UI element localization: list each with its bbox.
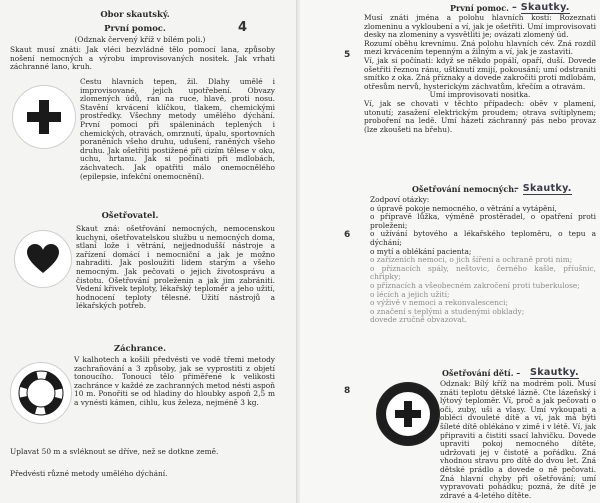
first-aid-paragraph-2: Cestu hlavních tepen, žil. Dlahy umělé i improvisované, jejich upotřebení. Obvazy zlomených údů, ran na ruce, hlavě, proti nosu. Stavění krvácení klíčkou, tlakem, chemickými prostředky. Všechny metody umělého dýchání. První pomoci při spáleninách teplených i chemických, otravách, omrznutí, úpalu, sportovních poraněních všeho druhu, udušení, raněných všeho druhu. Jak ošetřiti postižené při cizím tělese v oku, uchu, hrtanu. Jak si počínati při mdlobách, záchvatech. Jak opatřiti málo onemocnělého (epilepsie, infekční onemocnění). <box>80 77 275 181</box>
page-number: 4 <box>238 20 248 35</box>
sick-care-list: Zodpoví otázky: o úpravě pokoje nemocného, o větrání a vytápění, o přípravě lůžka, výměně prostěradel, o opatření proti proleženi; o užívání bytového a lékařského teploměru, o tepu a dýchání; o mytí a oblékání pacienta; o zařízeních nemoci, o jich šíření a ochraně proti nim; o příznacích spály, neštovic, černého kašle, příušnic, chřipky; o příznacích a všeobecném zakročení proti tuberkulose; o lécích a jejich užití; o výživě v nemoci a rekonvalescenci; o značení s teplými a studenými obklady; dovede zručně obvazovat. <box>370 195 596 325</box>
red-cross-emblem <box>12 85 76 149</box>
section-header: Obor skautský. <box>100 9 170 19</box>
rescue-paragraph-1: V kalhotech a košili předvésti ve vodě třemi metody zachraňování a 3 způsoby, jak se vyprostiti z objetí tonoucího. Tonoucí tělo přiměřené k velikosti zachránce v každé ze zachranných metod nésti aspoň 10 m. Ponořiti se od hladiny do hloubky aspoň 2,5 m a vynésti kámen, cihlu, kus železa, nejméně 3 kg. <box>74 355 275 407</box>
lifebuoy-emblem <box>10 362 72 424</box>
lifebuoy-icon <box>19 371 63 415</box>
cross-icon <box>393 399 423 429</box>
badge-note: (Odznak červený kříž v bílém poli.) <box>74 35 206 44</box>
first-aid-paragraph-1: Skaut musí znáti: Jak vléci bezvládné tělo pomocí lana, způsoby nošení nemocných a výrobu improvisovaných nositek. Jak vrhati záchranné lano, kruh. <box>10 45 275 72</box>
nurse-paragraph: Skaut zná: ošetřování nemocných, nemocenskou kuchyni, ošetřovatelskou službu u nemocných doma, stlaní lože i větrání, nejjednodušší nástroje a zařízení domácí i nemocniční a jak je možno nahraditi. Jak posloužiti lidem starým a všeho nemocným. Jak pečovati o jejich životosprávu a čistotu. Ošetřování proleženin a jak jim zabrániti. Vedení křivek teploty, lékařský teploměr a jeho užití, hodnocení teploty tělesné. Užití nástrojů a lékařských potřeb. <box>76 224 275 311</box>
margin-number-5: 5 <box>344 50 351 60</box>
rescue-paragraph-2: Uplavat 50 m a svléknout se dříve, než se dotkne země. <box>10 447 219 456</box>
handwritten-label-3: Skautky. <box>530 367 579 378</box>
handwritten-label-2: – Skautky. <box>514 183 572 194</box>
first-aid-title: První pomoc. <box>104 23 166 33</box>
first-aid-girls-title: První pomoc. <box>450 3 509 13</box>
rescue-paragraph-3: Předvésti různé metody umělého dýchání. <box>10 469 168 478</box>
white-cross-emblem <box>376 382 440 446</box>
handwritten-label-1: – Skautky. <box>512 2 570 13</box>
margin-number-8: 8 <box>344 386 351 396</box>
first-aid-girls-text: Musí znáti jména a polohu hlavních kostí: Rozeznati zlomeninu a vykloubení a ví, jak je ošetřiti. Umí improvisovati desky na zlomeniny a vysvětliti je; ovázati zlomený úd. Rozumí oběhu krevnímu. Zná polohu hlavních cév. Zná rozdíl mezi krvácením tepenným a žilným a ví, jak je zastaviti. Ví, jak si počínati: když se někdo popálí, opaří, duší. Dovede ošetřiti řeznou ránu, uštknutí zmijí, pokousání; umí odstraniti smítko z oka. Zná příznaky a dovede zakročiti proti mdlobám, otřesům nervů, hysterickým záchvatům, křečím a otravám. Umí improvisovati nositka. Ví, jak se chovati v těchto případech: oběv v plameni, utonutí; zasažení elektrickým proudem; otrava svítiplynem; proboření na ledě. Umí házeti záchranný pás nebo provaz (lze zkoušeti na břehu). <box>364 13 596 134</box>
sick-care-title: Ošetřování nemocných. <box>412 184 517 194</box>
margin-number-6: 6 <box>344 230 351 240</box>
nurse-title: Ošetřovatel. <box>101 210 159 220</box>
rescue-title: Záchrance. <box>113 343 166 353</box>
child-care-text: Odznak: Bílý kříž na modrém poli. Musí znáti teplotu dětské lázně. Cte lázeňský i lýtový teploměr. Ví, proč a jak pečovati o oči, zuby, uši a vlasy. Umí vykoupati a obléci dvouleté dítě a ví, jak má býti šíleté dítě oblékáno v zimě i v létě. Ví, jak připraviti a čistiti ssací lahvičku. Dovede upraviti pokoj nemocného dítěte, udržovati jej v čistotě a pořádku. Zná vhodnou stravu pro dítě do dvou let. Zná dětské prádlo a dovede o ně pečovati. Zná hlavní chyby při ošetřování; umí vypravovati pohádku; pozná, že dítě je zdravé a 4-letého dítěte. <box>440 379 596 500</box>
heart-emblem <box>14 230 72 288</box>
emblem-inner <box>386 392 430 436</box>
cross-icon <box>24 97 64 137</box>
right-page <box>238 0 600 503</box>
child-care-title: Ošetřování dětí. – <box>442 368 521 378</box>
heart-icon <box>26 243 60 275</box>
